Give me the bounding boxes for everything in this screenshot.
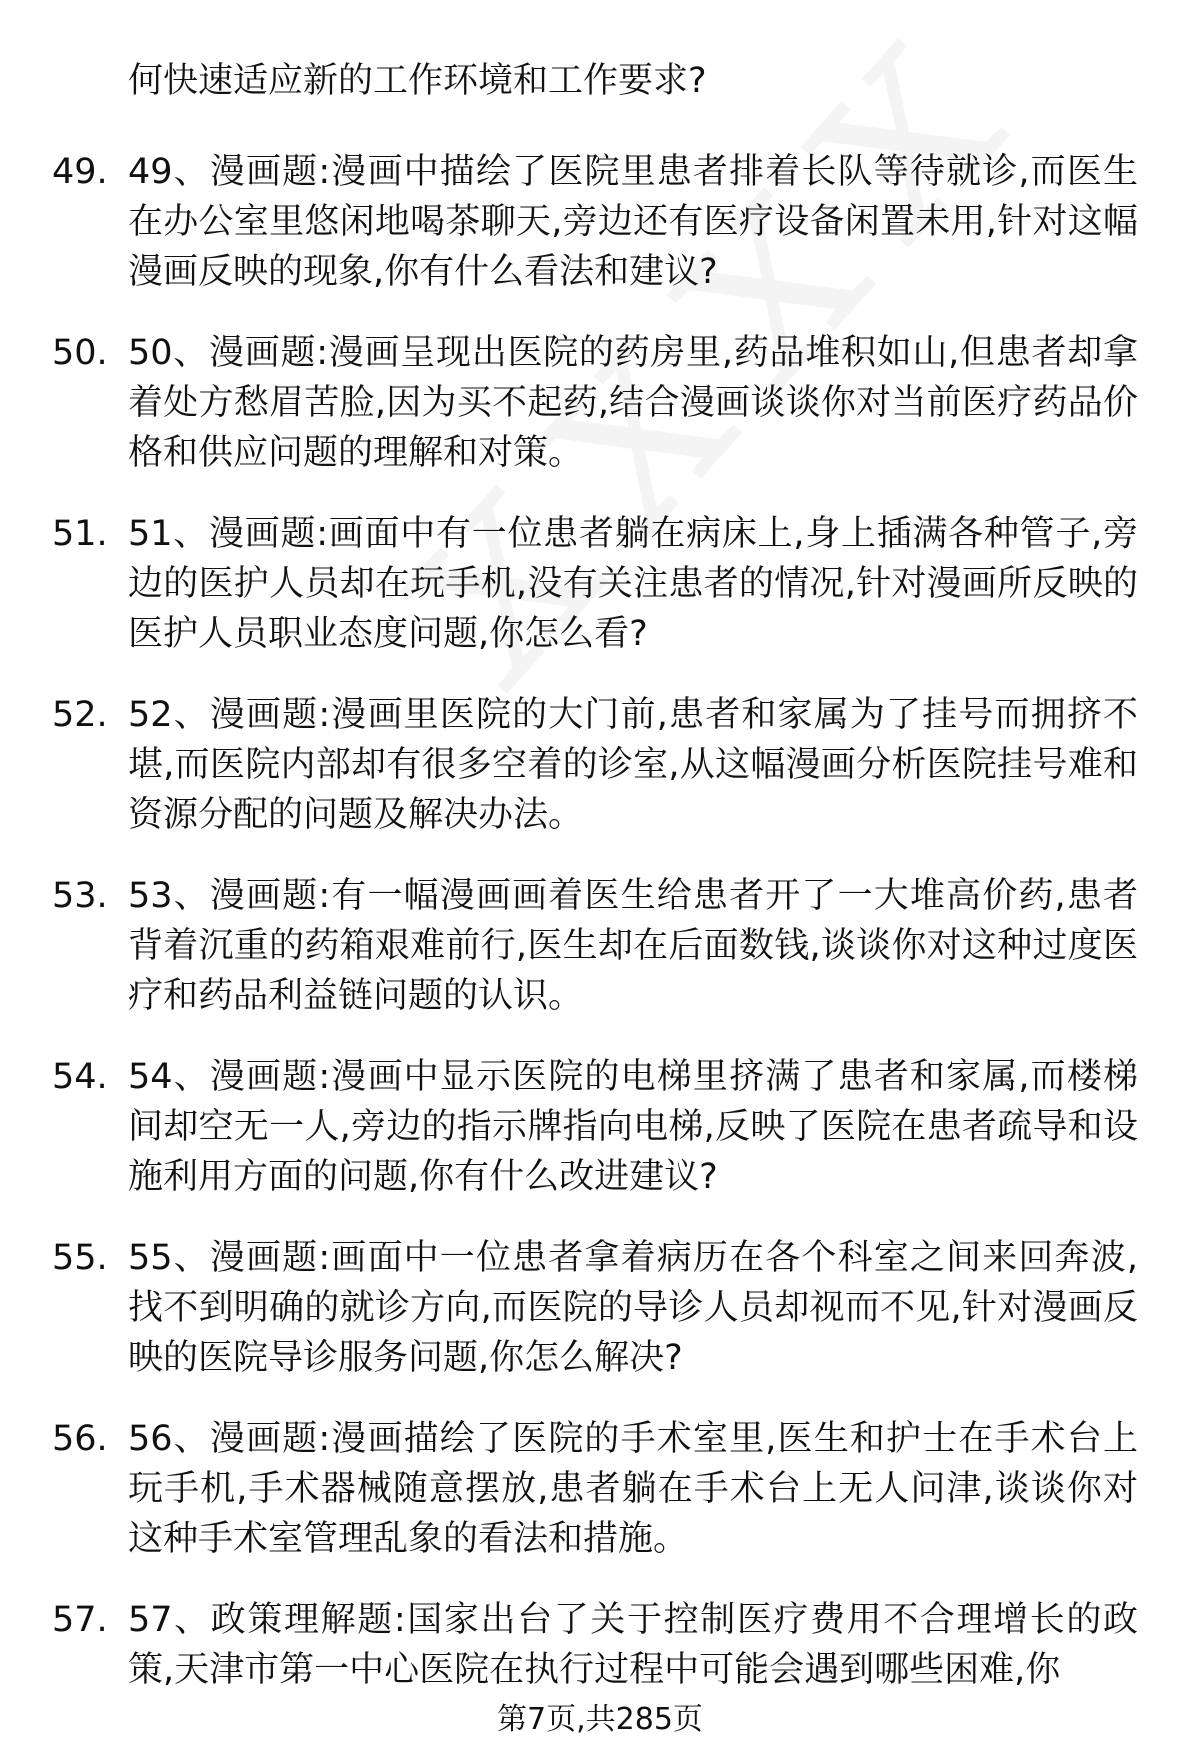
item-number: 50. [52, 333, 108, 373]
item-number: 51. [52, 514, 108, 554]
list-item [0, 1052, 1200, 1202]
list-item [0, 1414, 1200, 1564]
item-text: 57、政策理解题:国家出台了关于控制医疗费用不合理增长的政策,天津市第一中心医院在执行过程中可能会遇到哪些困难,你 [128, 1600, 1138, 1690]
item-text: 53、漫画题:有一幅漫画画着医生给患者开了一大堆高价药,患者背着沉重的药箱艰难前行,医生却在后面数钱,谈谈你对这种过度医疗和药品利益链问题的认识。 [128, 876, 1138, 1016]
item-text: 52、漫画题:漫画里医院的大门前,患者和家属为了挂号而拥挤不堪,而医院内部却有很多空着的诊室,从这幅漫画分析医院挂号难和资源分配的问题及解决办法。 [128, 695, 1138, 835]
item-number: 52. [52, 695, 108, 735]
item-text: 51、漫画题:画面中有一位患者躺在病床上,身上插满各种管子,旁边的医护人员却在玩手机,没有关注患者的情况,针对漫画所反映的医护人员职业态度问题,你怎么看? [128, 514, 1138, 654]
item-number: 55. [52, 1238, 108, 1278]
page-footer: 第7页,共285页 [497, 1702, 703, 1737]
item-text: 56、漫画题:漫画描绘了医院的手术室里,医生和护士在手术台上玩手机,手术器械随意摆放,患者躺在手术台上无人问津,谈谈你对这种手术室管理乱象的看法和措施。 [128, 1419, 1138, 1559]
item-text: 54、漫画题:漫画中显示医院的电梯里挤满了患者和家属,而楼梯间却空无一人,旁边的指示牌指向电梯,反映了医院在患者疏导和设施利用方面的问题,你有什么改进建议? [128, 1057, 1138, 1197]
item-number: 53. [52, 876, 108, 916]
list-item [0, 690, 1200, 840]
item-number: 56. [52, 1419, 108, 1459]
list-item [0, 871, 1200, 1021]
list-item [0, 1595, 1200, 1695]
list-item [0, 328, 1200, 478]
item-text: 49、漫画题:漫画中描绘了医院里患者排着长队等待就诊,而医生在办公室里悠闲地喝茶聊天,旁边还有医疗设备闲置未用,针对这幅漫画反映的现象,你有什么看法和建议? [128, 152, 1138, 292]
item-text: 55、漫画题:画面中一位患者拿着病历在各个科室之间来回奔波,找不到明确的就诊方向,而医院的导诊人员却视而不见,针对漫画反映的医院导诊服务问题,你怎么解决? [128, 1238, 1138, 1378]
list-item [0, 509, 1200, 659]
item-number: 57. [52, 1600, 108, 1640]
continuation-text: 何快速适应新的工作环境和工作要求? [128, 61, 707, 101]
item-text: 50、漫画题:漫画呈现出医院的药房里,药品堆积如山,但患者却拿着处方愁眉苦脸,因为买不起药,结合漫画谈谈你对当前医疗药品价格和供应问题的理解和对策。 [128, 333, 1138, 473]
list-item [0, 147, 1200, 297]
item-number: 49. [52, 152, 108, 192]
item-number: 54. [52, 1057, 108, 1097]
question-list [0, 147, 1200, 1726]
list-item [0, 1233, 1200, 1383]
